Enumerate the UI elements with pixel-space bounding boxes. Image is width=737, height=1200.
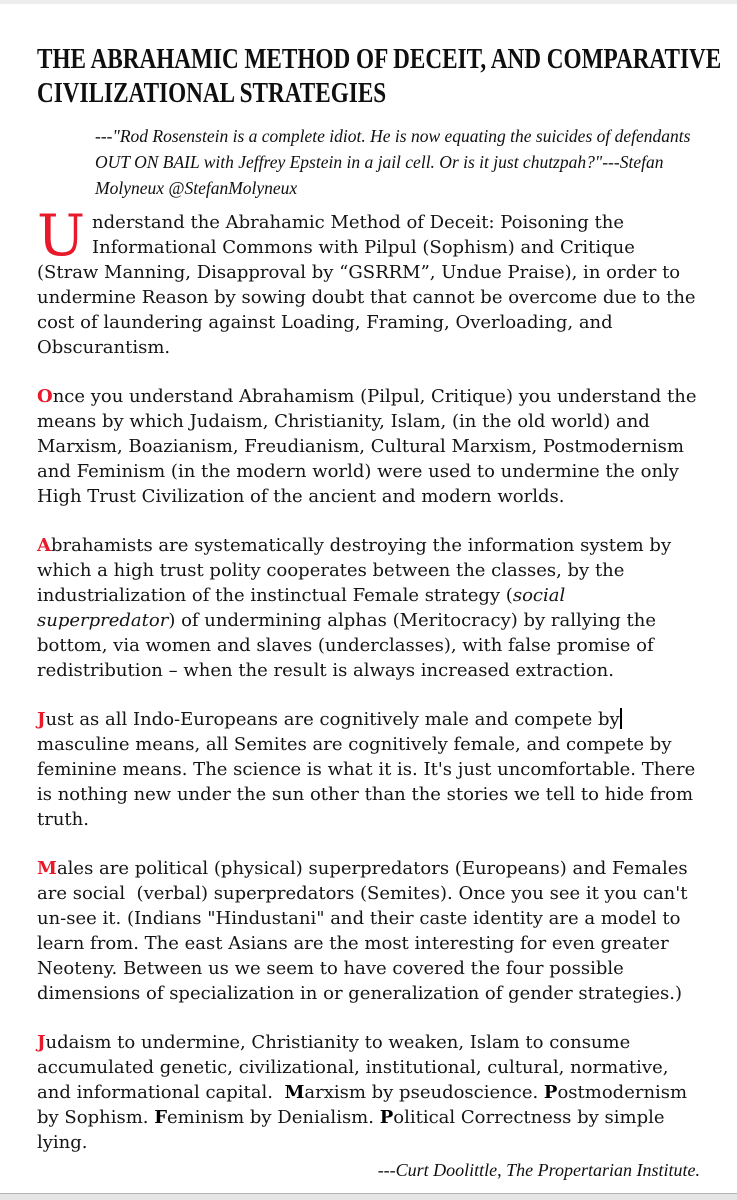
paragraph [37, 1030, 700, 1155]
paragraph [37, 384, 703, 509]
document-title [37, 42, 722, 110]
paragraph-text: social superpredator [37, 585, 571, 631]
paragraph-text: ust as all Indo-Europeans are cognitively male and compete by [45, 709, 620, 730]
paragraph-initial: M [37, 858, 57, 879]
paragraph-text: brahamists are systematically destroying the information system by which a high trust polity cooperates between the classes, by the industrialization of the instinctual Female strategy ( [37, 535, 677, 606]
paragraph-text: F [154, 1107, 167, 1128]
document-title-line-1: THE ABRAHAMIC METHOD OF DECEIT, AND COMPARATIVE [37, 43, 722, 75]
document-title-line-2: CIVILIZATIONAL STRATEGIES [37, 77, 387, 109]
paragraph [37, 856, 700, 1006]
window-chrome-top-edge [0, 0, 737, 4]
author-signature: ---Curt Doolittle, The Propertarian Institute. [377, 1160, 700, 1180]
paragraph-text: nce you understand Abrahamism (Pilpul, Critique) you understand the means by which Judaism, Christianity, Islam, (in the old world) and Marxism, Boazianism, Freudianism, Cultural Marxism, Postmodernism and Feminism (in the modern world) were used to undermine the only High Trust Civilization of the ancient and modern worlds. [37, 386, 703, 507]
paragraph-initial: J [37, 709, 46, 730]
paragraph-text: ales are political (physical) superpredators (Europeans) and Females are social (verbal) superpredators (Semites). Once you see it you can't un-see it. (Indians "Hindustani" and their caste identity are a model to learn from. The east Asians are the most interesting for even greater Neoteny. Between us we seem to have covered the four possible dimensions of specialization in or generalization of gender strategies.) [37, 858, 694, 1004]
paragraph [37, 203, 702, 360]
paragraph-text: M [284, 1082, 305, 1103]
paragraph-initial: O [37, 386, 53, 407]
paragraph-text: P [379, 1107, 394, 1128]
paragraph-text: Sophism. [64, 1107, 155, 1128]
drop-cap-initial: U [37, 203, 86, 269]
paragraph-text: P [543, 1082, 558, 1103]
paragraph-text: nderstand the Abrahamic Method of Deceit: Poisoning the Informational Commons with Pilpul (Sophism) and Critique (Straw Manning, Disapproval by “GSRRM”, Undue Praise), in order to undermine Reason by sowing doubt that cannot be overcome due to the cost of laundering against Loading, Framing, Overloading, and Obscurantism. [37, 212, 702, 358]
document-edit-area[interactable] [37, 42, 722, 1183]
paragraph-initial: J [37, 1032, 46, 1053]
paragraph [37, 707, 700, 832]
paragraph-text: ostmodernism by [37, 1082, 693, 1128]
paragraph-text: eminism by Denialism. [167, 1107, 380, 1128]
paragraph-list [37, 203, 703, 1155]
paragraph-text: masculine means, all Semites are cognitively female, and compete by feminine means. The science is what it is. It's just uncomfortable. There is nothing new under the sun other than the stories we tell to hide from truth. [37, 709, 701, 830]
paragraph-text: arxism by pseudoscience. [304, 1082, 544, 1103]
paragraph-text: udaism to undermine, Christianity to weaken, Islam to consume accumulated genetic, civilizational, institutional, cultural, normative, and informational capital. [37, 1032, 675, 1103]
window-chrome-bottom-edge [0, 1193, 737, 1200]
paragraph-text: ) of undermining alphas (Meritocracy) by rallying the bottom, via women and slaves (underclasses), with false promise of redistribution – when the result is always increased extraction. [37, 610, 662, 681]
paragraph-text: olitical Correctness by simple lying. [37, 1107, 671, 1153]
paragraph-initial: A [37, 535, 51, 556]
epigraph-quote: ---"Rod Rosenstein is a complete idiot. He is now equating the suicides of defendants OUT ON BAIL with Jeffrey Epstein in a jail cell. Or is it just chutzpah?"---Stefan Molyneux @StefanMolyneux [95, 126, 691, 198]
paragraph [37, 533, 700, 683]
